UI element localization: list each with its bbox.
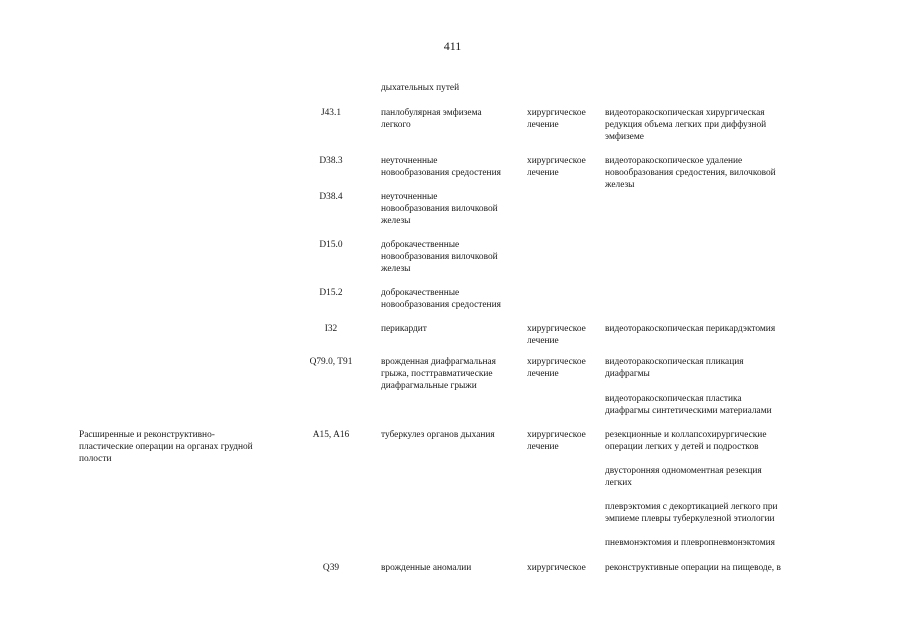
icd-code-cell: D15.0 [319,240,343,250]
diagnosis-cell: перикардит [381,324,427,334]
icd-code-cell: D15.2 [319,288,343,298]
method-cell: плеврэктомия с декортикацией легкого при эмпиеме плевры туберкулезной этиологии [605,502,778,524]
method-cell: реконструктивные операции на пищеводе, в [605,563,781,573]
diagnosis-cell: дыхательных путей [381,83,460,93]
treatment-cell: хирургическое лечение [527,430,586,452]
icd-code-cell: D38.3 [319,156,343,166]
method-cell: резекционные и коллапсохирургические операции легких у детей и подростков [605,430,767,452]
method-cell: видеоторакоскопическая перикардэктомия [605,324,776,334]
diagnosis-cell: туберкулез органов дыхания [381,430,495,440]
treatment-cell: хирургическое лечение [527,156,586,178]
treatment-cell: хирургическое [527,563,586,573]
icd-code-cell: I32 [324,324,338,334]
treatment-cell: хирургическое лечение [527,324,586,346]
method-cell: видеоторакоскопическое удаление новообразования средостения, вилочковой железы [605,156,776,190]
section-cell: Расширенные и реконструктивно- пластические операции на органах грудной полости [79,430,253,464]
method-cell: двусторонняя одномоментная резекция легких [605,466,762,488]
icd-code-cell: J43.1 [320,108,342,118]
diagnosis-cell: панлобулярная эмфизема легкого [381,108,482,130]
diagnosis-cell: доброкачественные новообразования средостения [381,288,501,310]
diagnosis-cell: доброкачественные новообразования вилочковой железы [381,240,498,274]
diagnosis-cell: врожденная диафрагмальная грыжа, посттравматические диафрагмальные грыжи [381,357,496,391]
diagnosis-cell: врожденные аномалии [381,563,472,573]
method-cell: видеоторакоскопическая пластика диафрагмы синтетическими материалами [605,394,772,416]
method-cell: видеоторакоскопическая пликация диафрагмы [605,357,744,379]
icd-code-cell: A15, A16 [312,430,350,440]
icd-code-cell: Q39 [322,563,340,573]
method-cell: видеоторакоскопическая хирургическая редукция объема легких при диффузной эмфиземе [605,108,767,142]
page-number: 411 [443,39,462,53]
treatment-cell: хирургическое лечение [527,357,586,379]
treatment-cell: хирургическое лечение [527,108,586,130]
diagnosis-cell: неуточненные новообразования средостения [381,156,501,178]
diagnosis-cell: неуточненные новообразования вилочковой железы [381,192,498,226]
method-cell: пневмонэктомия и плевропневмонэктомия [605,538,775,548]
icd-code-cell: D38.4 [319,192,343,202]
icd-code-cell: Q79.0, T91 [309,357,353,367]
